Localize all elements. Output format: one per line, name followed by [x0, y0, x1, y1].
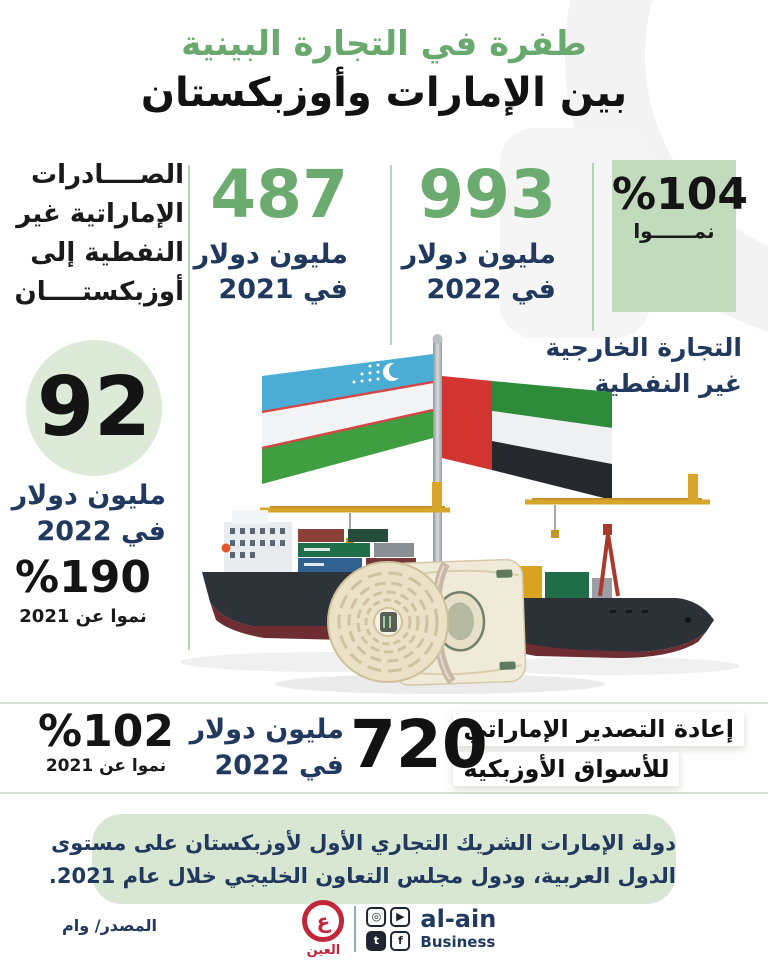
reexport-growth-value: %102: [38, 706, 174, 757]
reexport-unit: [189, 712, 344, 785]
trade-growth-word: نمــــــوا: [633, 219, 715, 243]
alain-logo-icon: ع: [302, 900, 344, 942]
reexport-growth-note: نموا عن 2021: [45, 756, 167, 777]
column-divider: [390, 165, 392, 345]
crane-tower: [688, 474, 698, 504]
brand-text: [420, 907, 496, 950]
summary-note: [48, 814, 676, 904]
twitter-icon: t: [366, 931, 386, 951]
instagram-icon: ◎: [366, 907, 386, 927]
trade-caption-line: التجارة الخارجية: [545, 333, 742, 362]
crane-hook: [551, 530, 559, 538]
exports-label: [6, 156, 184, 312]
trade-2021-year: في 2021: [218, 274, 348, 306]
trade-2022-year: في 2022: [426, 274, 556, 306]
summary-note-line: الدول العربية، ودول مجلس التعاون الخليجي خلال عام 2021.: [48, 863, 676, 888]
reexport-value: 720: [350, 706, 488, 783]
main-illustration: [140, 332, 760, 700]
exports-label-line: الصــــادرات: [31, 160, 184, 190]
uae-flag: [442, 376, 612, 500]
exports-growth-note: نموا عن 2021: [19, 606, 147, 627]
page-title-green: طفرة في التجارة البينية: [181, 24, 587, 64]
youtube-icon: ▶: [390, 907, 410, 927]
exports-year-line: في 2022: [36, 516, 166, 548]
uzbekistan-flag: [262, 354, 433, 484]
trade-2022-stat: [398, 156, 576, 307]
logo-divider: [354, 906, 356, 952]
source-credit: المصدر/ وام: [62, 916, 158, 935]
crane-tower: [432, 482, 442, 512]
reexport-year-line: في 2022: [214, 750, 344, 782]
page-title-black: بين الإمارات وأوزبكستان: [140, 69, 628, 116]
trade-growth-value: %104: [612, 169, 748, 220]
social-icons: [366, 907, 410, 951]
reexport-unit-line: مليون دولار: [189, 714, 344, 745]
trade-growth-box: [612, 160, 748, 312]
trade-2021-stat: [193, 156, 376, 307]
trade-2021-value: 487: [210, 156, 348, 233]
reexport-growth: [36, 708, 176, 776]
brand-subtitle: Business: [420, 932, 496, 951]
reexport-label-line: إعادة التصدير الإماراتي: [453, 712, 744, 746]
trade-caption-line: غير النفطية: [594, 369, 742, 399]
trade-2022-value: 993: [418, 156, 556, 233]
exports-label-line: أوزبكستــــان: [14, 277, 184, 307]
reexport-band: [0, 702, 768, 794]
exports-value: 92: [36, 360, 152, 455]
facebook-icon: f: [390, 931, 410, 951]
column-divider: [592, 163, 594, 331]
summary-note-line: دولة الإمارات الشريك التجاري الأول لأوزبكستان على مستوى: [51, 831, 676, 855]
exports-growth-value: %190: [15, 552, 151, 603]
header: [0, 22, 768, 118]
reexport-label: [453, 712, 744, 786]
trade-2021-unit: مليون دولار: [193, 239, 348, 271]
brand-name: al-ain: [420, 905, 497, 934]
alain-logo-arabic: العين: [306, 943, 341, 958]
brand-logo-group: [302, 900, 496, 958]
trade-2022-unit: مليون دولار: [401, 239, 556, 271]
exports-label-line: الإماراتية غير: [16, 199, 184, 229]
alain-logo: [302, 900, 344, 958]
exports-label-line: النفطية إلى: [30, 238, 184, 268]
reexport-label-line: للأسواق الأوزبكية: [453, 752, 679, 786]
exports-unit-line: مليون دولار: [11, 480, 166, 511]
